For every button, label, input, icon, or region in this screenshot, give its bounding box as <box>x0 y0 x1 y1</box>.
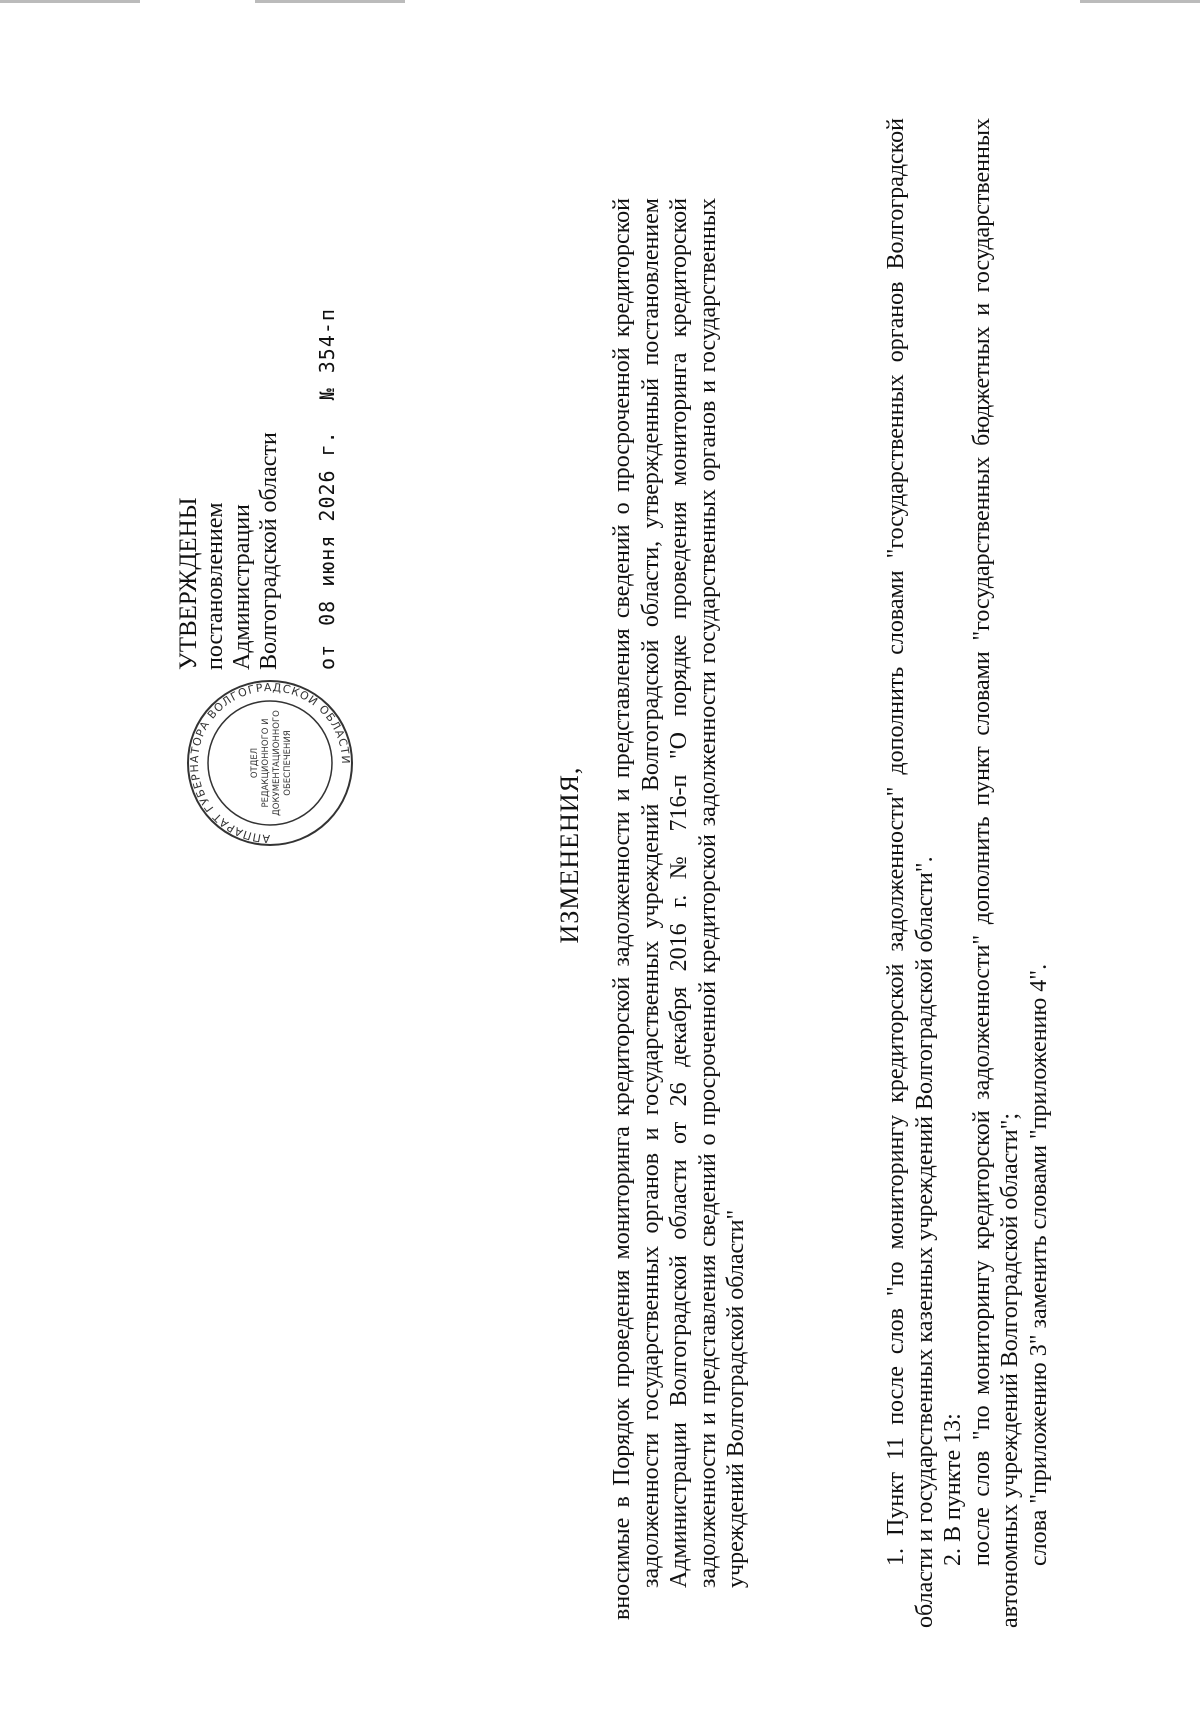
amendment-item: 1. Пункт 11 после слов "по мониторингу кредиторской задолженности" дополнить словами "государственных органов Волгоградской области и государственных казенных учреждений Волгоградской области". <box>883 118 938 1628</box>
official-stamp <box>185 678 355 848</box>
document-title: ИЗМЕНЕНИЯ, <box>555 766 584 944</box>
approval-block <box>175 110 339 670</box>
approval-heading: УТВЕРЖДЕНЫ <box>175 497 202 670</box>
approval-date-line <box>315 110 339 670</box>
date-value: 08 июня 2026 г. <box>315 430 339 626</box>
approval-line-2: Администрации <box>229 504 255 670</box>
amendment-item: слова "приложению 3" заменить словами "приложению 4". <box>1025 963 1052 1566</box>
approval-line-1: постановлением <box>202 502 228 670</box>
stamp-inner-line: ОБЕСПЕЧЕНИЯ <box>283 730 293 796</box>
number-value: 354-п <box>315 308 339 374</box>
amendment-item: после слов "по мониторингу кредиторской задолженности" дополнить пункт словами "государственных бюджетных и государственных автономных учреждений Волгоградской области"; <box>968 118 1023 1628</box>
date-prefix: от <box>315 643 339 670</box>
document-intro: вносимые в Порядок проведения мониторинга кредиторской задолженности и представления сведений о просроченной кредиторской задолженности государственных органов и государственных учреждений Волгоградской области, утвержденный постановлением Администрации Волгоградской области от 26 декабря 2016 г. № 716-п "О порядке проведения мониторинга кредиторской задолженности и представления сведений о просроченной кредиторской задолженности государственных органов и государственных учреждений Волгоградской области" <box>609 198 749 1620</box>
number-prefix: № <box>315 387 339 401</box>
stamp-inner-line: ДОКУМЕНТАЦИОННОГО <box>272 710 282 816</box>
stamp-inner-line: ОТДЕЛ <box>250 747 260 779</box>
amendment-item: 2. В пункте 13: <box>940 1413 966 1566</box>
document-body <box>882 118 1053 1628</box>
stamp-outer-text: АППАРАТ ГУБЕРНАТОРА ВОЛГОГРАДСКОЙ ОБЛАСТИ <box>187 680 353 846</box>
stamp-inner-line: РЕДАКЦИОННОГО И <box>261 718 271 808</box>
approval-line-3: Волгоградской области <box>256 432 282 670</box>
